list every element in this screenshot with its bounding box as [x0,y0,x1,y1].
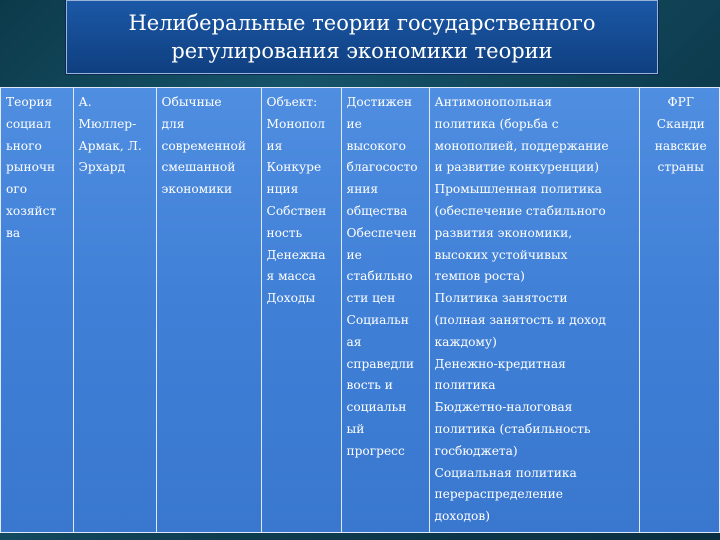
cell-objects: Объект: Монопол ия Конкуре нция Собствен ность Денежна я масса Доходы [261,88,341,532]
theory-table-grid [1,88,720,532]
slide-title-line-2: регулирования экономики теории [171,39,553,63]
slide-title-line-1: Нелиберальные теории государственного [128,11,596,35]
cell-goals: Достижен ие высокого благососто яния общества Обеспечен ие стабильно сти цен Социальн ая справедли вость и социальн ый прогресс [341,88,429,532]
cell-theory: Теория социал ьного рыночн ого хозяйст ва [6,95,57,240]
cell-countries: ФРГ Сканди навские страны [639,88,720,532]
table-row [1,88,720,532]
cell-authors: А. Мюллер- Армак, Л. Эрхард [73,88,156,532]
theory-table [0,87,720,533]
slide-title [66,0,658,74]
cell-object: Обычные для современной смешанной экономики [156,88,261,532]
cell-policy: Антимонопольная политика (борьба с монополией, поддержание и развитие конкуренции) Промышленная политика (обеспечение стабильного развития экономики, высоких устойчивых темпов роста) Политика занятости (полная занятость и доход каждому) Денежно-кредитная политика Бюджетно-налоговая политика (стабильность госбюджета) Социальная политика перераспределение доходов) [429,88,639,532]
